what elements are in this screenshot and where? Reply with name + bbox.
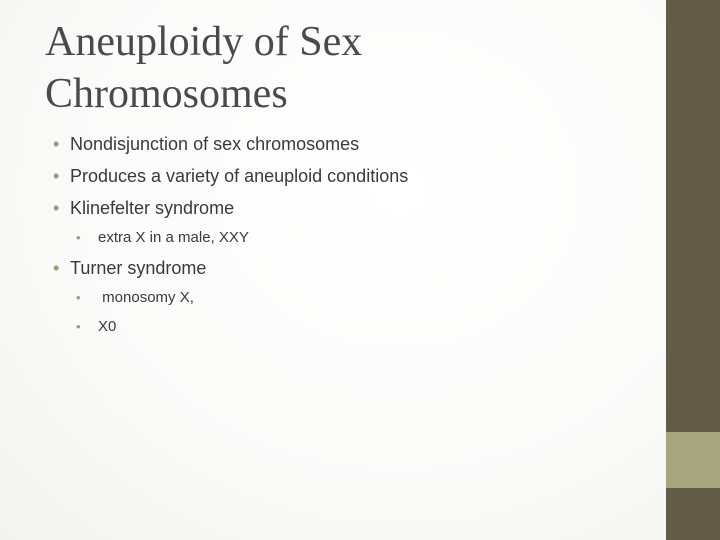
sub-bullet-item (76, 229, 249, 246)
bullet-text: Produces a variety of aneuploid conditions (70, 166, 409, 186)
bullet-icon: • (53, 166, 60, 186)
slide-title-line-2: Chromosomes (45, 71, 288, 117)
bullet-icon: • (76, 230, 81, 245)
sidebar-decoration-bottom (666, 488, 720, 540)
bullet-item (53, 198, 234, 219)
bullet-text: Klinefelter syndrome (70, 198, 235, 218)
bullet-text: X0 (98, 318, 117, 335)
sidebar-decoration-top (666, 0, 720, 432)
bullet-text: Turner syndrome (70, 258, 207, 278)
sidebar-decoration-accent (666, 432, 720, 488)
sub-bullet-item (76, 289, 194, 306)
bullet-icon: • (76, 319, 81, 334)
bullet-item (53, 166, 408, 187)
bullet-icon: • (76, 290, 81, 305)
bullet-item (53, 258, 206, 279)
sub-bullet-item (76, 318, 116, 335)
bullet-text: Nondisjunction of sex chromosomes (70, 134, 360, 154)
slide-title-line-1: Aneuploidy of Sex (45, 19, 363, 65)
bullet-item (53, 134, 359, 155)
bullet-icon: • (53, 198, 60, 218)
bullet-icon: • (53, 258, 60, 278)
bullet-text: extra X in a male, XXY (98, 229, 249, 246)
bullet-text: monosomy X, (98, 289, 194, 306)
bullet-icon: • (53, 134, 60, 154)
